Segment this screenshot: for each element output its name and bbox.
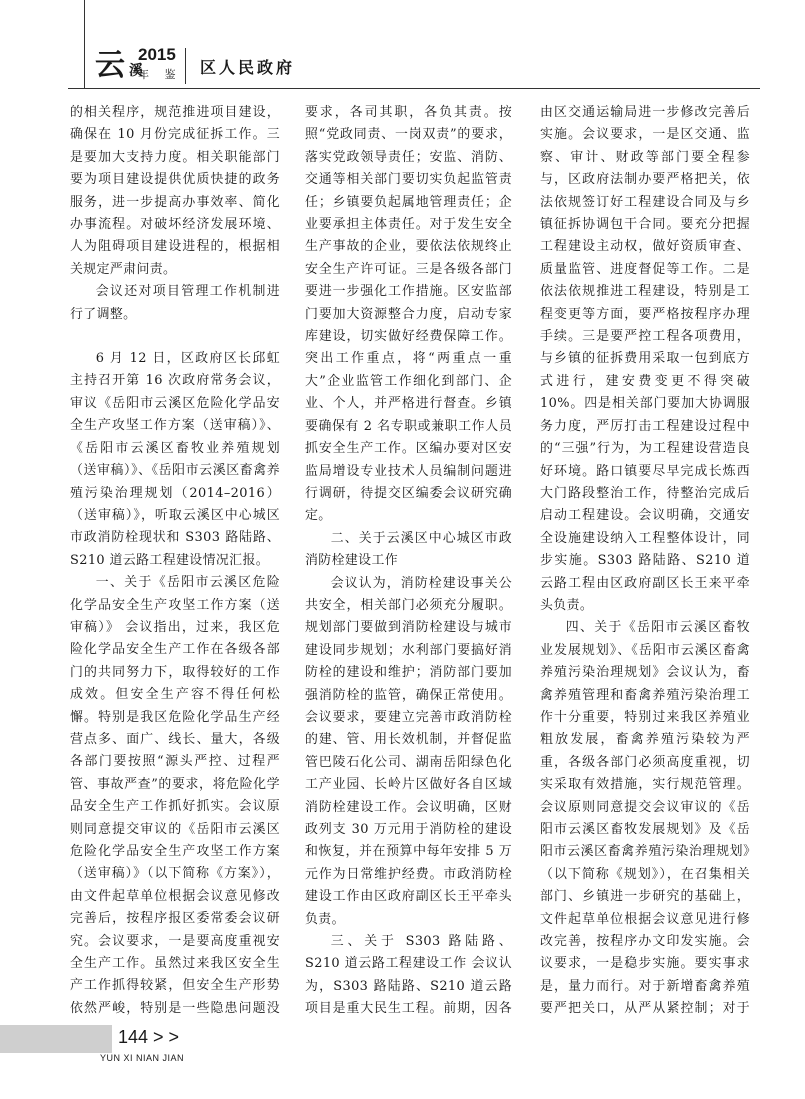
brand-big-char: 云: [95, 48, 125, 83]
header-year: 2015: [138, 45, 176, 64]
page-header: [0, 0, 805, 104]
text-column-1: [70, 102, 280, 1022]
paragraph: 要求，各司其职，各负其责。按照“党政同责、一岗双责”的要求，落实党政领导责任；安监、消防、交通等相关部门要切实负起监管责任；乡镇要负起属地管理责任；企业要承担主体责任。对于发生安全生产事故的企业，要依法依规终止安全生产许可证。三是各级各部门要进一步强化工作措施。区安监部门要加大资源整合力度，启动专家库建设，切实做好经费保障工作。突出工作重点，将“两重点一重大”企业监管工作细化到部门、企业、个人，并严格进行督查。乡镇要确保有 2 名专职或兼职工作人员抓安全生产工作。区编办要对区安监局增设专业技术人员编制问题进行调研，待提交区编委会议研究确定。: [305, 105, 512, 524]
paragraph: 6 月 12 日，区政府区长邱虹主持召开第 16 次政府常务会议，审议《岳阳市云溪区危险化学品安全生产攻坚工作方案（送审稿）》、《岳阳市云溪区畜牧业养殖规划（送审稿）》、《岳阳市云溪区畜禽养殖污染治理规划（2014–2016）（送审稿）》，听取云溪区中心城区市政消防栓现状和 S303 路陆路、S210 道云路工程建设情况汇报。: [70, 351, 280, 568]
paragraph: 会议还对项目管理工作机制进行了调整。: [70, 284, 280, 322]
paragraph: 三、关于 S303 路陆路、S210 道云路工程建设工作 会议认为，S303 路陆路、S210 道云路项目是重大民生工程。前期，因各: [305, 934, 512, 1017]
paragraph: 四、关于《岳阳市云溪区畜牧业发展规划》、《岳阳市云溪区畜禽养殖污染治理规划》会议认为，畜禽养殖管理和畜禽养殖污染治理工作十分重要，特别过来我区养殖业粗放发展，畜禽养殖污染较为严重，各级各部门必须高度重视，切实采取有效措施，实行规范管理。会议原则同意提交会议审议的《岳阳市云溪区畜牧发展规划》及《岳阳市云溪区畜禽养殖污染治理规划》（以下简称《规划》），在召集相关部门、乡镇进一步研究的基础上，文件起草单位根据会议意见进行修改完善，按程序办文印发实施。会议要求，一是稳步实施。要实事求是，量力而行。对于新增畜禽养殖要严把关口，从严从紧控制；对于: [540, 620, 750, 1017]
paragraph: 一、关于《岳阳市云溪区危险化学品安全生产攻坚工作方案（送审稿）》 会议指出，过来，我区危险化学品安全生产工作在各级各部门的共同努力下，取得较好的工作成效。但安全生产容不得任何松懈。特别是我区危险化学品生产经营点多、面广、线长、量大，各级各部门要按照“源头严控、过程严管、事故严查”的要求，将危险化学品安全生产工作抓好抓实。会议原则同意提交审议的《岳阳市云溪区危险化学品安全生产攻坚工作方案（送审稿）》（以下简称《方案》），由文件起草单位根据会议意见修改完善后，按程序报区委常委会议研究。会议要求，一是要高度重视安全生产工作。虽然过来我区安全生产工作抓得较紧，但安全生产形势依然严峻，特别是一些隐患问题没: [70, 575, 280, 1016]
section-title: 区人民政府: [200, 58, 296, 77]
footer-bar: [0, 1025, 112, 1053]
footer-yearbook-pinyin: YUN XI NIAN JIAN: [100, 1053, 185, 1063]
header-vertical-rule: [84, 0, 85, 88]
paragraph: 二、关于云溪区中心城区市政消防栓建设工作: [305, 530, 512, 569]
brand-small-char: 溪: [129, 63, 143, 79]
header-separator: [185, 48, 186, 84]
paragraph: 的相关程序，规范推进项目建设，确保在 10 月份完成征拆工作。三是要加大支持力度。相关职能部门要为项目建设提供优质快捷的政务服务，进一步提高办事效率、简化办事流程。对破坏经济发展环境、人为阻碍项目建设进程的，根据相关规定严肃问责。: [70, 105, 280, 277]
page-number: 144 > >: [118, 1027, 180, 1047]
paragraph: 由区交通运输局进一步修改完善后实施。会议要求，一是区交通、监察、审计、财政等部门要全程参与，区政府法制办要严格把关，依法依规签订好工程建设合同及与乡镇征拆协调包干合同。要充分把握工程建设主动权，做好资质审查、质量监管、进度督促等工作。二是依法依规推进工程建设，特别是工程变更等方面，要严格按程序办理手续。三是要严控工程各项费用，与乡镇的征拆费用采取一包到底方式进行，建安费变更不得突破 10%。四是相关部门要加大协调服务力度，严厉打击工程建设过程中的“三强”行为，为工程建设营造良好环境。路口镇要尽早完成长炼西大门路段整治工作，待整治完成后启动工程建设。会议明确，交通安全设施建设纳入工程整体设计，同步实施。S303 路陆路、S210 道云路工程由区政府副区长王来平牵头负责。: [540, 105, 750, 613]
header-horizontal-rule: [68, 88, 760, 89]
text-column-2: [305, 102, 512, 1022]
text-column-3: [540, 102, 750, 1022]
paragraph: 会议认为，消防栓建设事关公共安全，相关部门必须充分履职。规划部门要做到消防栓建设与城市建设同步规划；水利部门要搞好消防栓的建设和维护；消防部门要加强消防栓的监管，确保正常使用。会议要求，要建立完善市政消防栓的建、管、用长效机制，并督促监管巴陵石化公司、湖南岳阳绿色化工产业园、长岭片区做好各自区域消防栓建设工作。会议明确，区财政列支 30 万元用于消防栓的建设和恢复，并在预算中每年安排 5 万元作为日常维护经费。市政消防栓建设工作由区政府副区长王平牵头负责。: [305, 575, 512, 927]
header-yearbook: 年 鉴: [138, 68, 182, 81]
